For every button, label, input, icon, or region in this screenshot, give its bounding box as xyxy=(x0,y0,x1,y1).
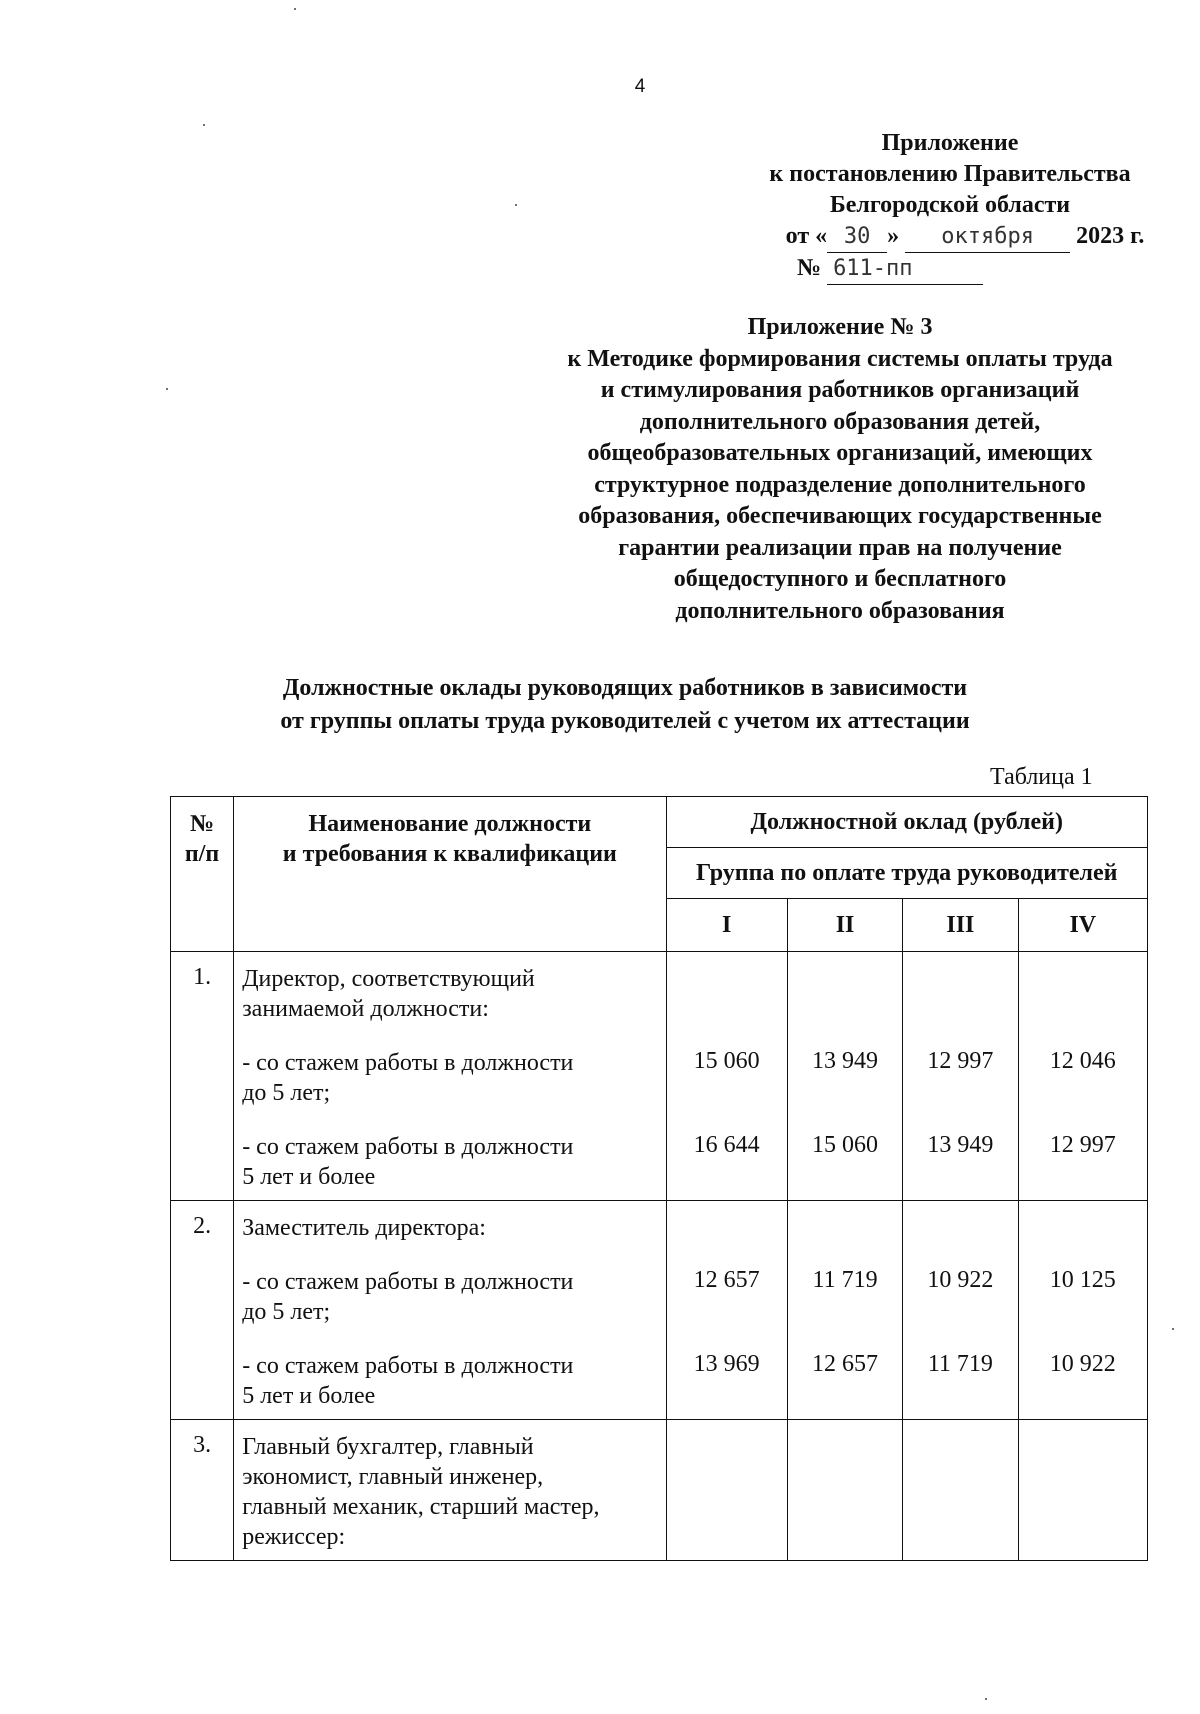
appendix-header xyxy=(690,128,1200,285)
salary-value: 12 657 xyxy=(693,1267,760,1293)
scan-speck xyxy=(203,124,205,126)
position-title-line: экономист, главный инженер, xyxy=(242,1464,544,1490)
date-year: 2023 г. xyxy=(1076,223,1145,249)
experience-line: - со стажем работы в должности xyxy=(242,1353,574,1379)
appendix-number-line xyxy=(690,253,1200,285)
scan-speck xyxy=(294,8,296,10)
salary-value: 11 719 xyxy=(927,1351,993,1377)
salary-cell xyxy=(787,1201,902,1420)
header-group-IV: IV xyxy=(1018,899,1147,952)
salary-cell xyxy=(666,952,787,1201)
row-position xyxy=(234,1201,666,1420)
salary-cell xyxy=(1018,1201,1147,1420)
header-name-line-2: и требования к квалификации xyxy=(282,841,617,867)
appendix-3-line: дополнительного образования детей, xyxy=(639,408,1041,435)
position-title-line: занимаемой должности: xyxy=(242,996,489,1022)
salary-value: 10 125 xyxy=(1049,1267,1116,1293)
appendix-3-line: образования, обеспечивающих государственные xyxy=(578,503,1102,529)
number-prefix: № xyxy=(796,255,822,281)
salary-cell xyxy=(1018,1420,1147,1561)
salary-value: 13 949 xyxy=(927,1132,994,1158)
salary-cell xyxy=(787,952,902,1201)
appendix-3-block xyxy=(530,312,1150,627)
header-number-line-2: п/п xyxy=(184,841,220,867)
salary-table xyxy=(170,796,1148,1561)
row-position xyxy=(234,1420,666,1561)
position-title-line: Директор, соответствующий xyxy=(242,966,535,992)
experience-line: - со стажем работы в должности xyxy=(242,1269,574,1295)
appendix-3-line: к Методике формирования системы оплаты труда xyxy=(567,345,1113,372)
salary-value: 12 997 xyxy=(1049,1132,1116,1158)
appendix-3-line: дополнительного образования xyxy=(675,597,1005,624)
salary-value: 13 949 xyxy=(812,1048,879,1074)
experience-line: 5 лет и более xyxy=(242,1164,376,1190)
header-position-name xyxy=(234,797,666,952)
table-row xyxy=(171,1201,1148,1420)
table-header-row xyxy=(171,797,1148,848)
position-title-line: Главный бухгалтер, главный xyxy=(242,1434,534,1460)
salary-value: 10 922 xyxy=(1049,1351,1116,1377)
salary-cell xyxy=(666,1420,787,1561)
appendix-line-3: Белгородской области xyxy=(829,192,1071,218)
scan-speck xyxy=(1172,1328,1174,1330)
date-month: октября xyxy=(905,221,1070,253)
salary-cell xyxy=(666,1201,787,1420)
position-title-line: режиссер: xyxy=(242,1524,346,1550)
scan-speck xyxy=(166,388,168,390)
date-day: 30 xyxy=(827,221,887,253)
table-label: Таблица 1 xyxy=(990,764,1093,790)
salary-value: 13 969 xyxy=(693,1351,760,1377)
row-number: 1. xyxy=(171,952,234,1201)
appendix-3-line: общеобразовательных организаций, имеющих xyxy=(587,440,1093,466)
appendix-3-line: и стимулирования работников организаций xyxy=(600,377,1080,403)
header-number xyxy=(171,797,234,952)
row-number: 3. xyxy=(171,1420,234,1561)
document-number: 611-пп xyxy=(827,253,983,285)
header-group-I: I xyxy=(666,899,787,952)
salary-cell xyxy=(903,1420,1018,1561)
date-prefix: от « xyxy=(785,223,828,249)
experience-line: до 5 лет; xyxy=(242,1299,331,1325)
salary-cell xyxy=(903,1201,1018,1420)
row-position xyxy=(234,952,666,1201)
experience-line: - со стажем работы в должности xyxy=(242,1134,574,1160)
salary-value: 12 997 xyxy=(927,1048,994,1074)
salary-value: 12 046 xyxy=(1049,1048,1116,1074)
header-group-II: II xyxy=(787,899,902,952)
appendix-3-line: структурное подразделение дополнительного xyxy=(594,471,1086,498)
heading-line-2: от группы оплаты труда руководителей с учетом их аттестации xyxy=(280,708,970,734)
heading-line-1: Должностные оклады руководящих работников в зависимости xyxy=(282,675,968,701)
experience-line: 5 лет и более xyxy=(242,1383,376,1409)
page-number: 4 xyxy=(634,76,646,97)
appendix-3-line: гарантии реализации прав на получение xyxy=(618,534,1062,561)
header-number-line-1: № xyxy=(190,811,215,837)
appendix-3-line: общедоступного и бесплатного xyxy=(673,566,1007,592)
appendix-date-line xyxy=(690,221,1200,253)
scan-speck xyxy=(985,1698,987,1700)
salary-cell xyxy=(903,952,1018,1201)
salary-value: 15 060 xyxy=(812,1132,879,1158)
position-title-line: Заместитель директора: xyxy=(242,1215,486,1241)
table-row xyxy=(171,952,1148,1201)
salary-cell xyxy=(1018,952,1147,1201)
document-heading xyxy=(220,672,1030,738)
appendix-3-title: Приложение № 3 xyxy=(747,314,933,340)
salary-value: 12 657 xyxy=(812,1351,879,1377)
appendix-line-2: к постановлению Правительства xyxy=(769,161,1131,187)
table-row xyxy=(171,1420,1148,1561)
experience-line: - со стажем работы в должности xyxy=(242,1050,574,1076)
date-mid: » xyxy=(887,223,900,249)
salary-value: 16 644 xyxy=(693,1132,760,1158)
header-group: Группа по оплате труда руководителей xyxy=(666,848,1148,899)
salary-cell xyxy=(787,1420,902,1561)
salary-value: 10 922 xyxy=(927,1267,994,1293)
salary-value: 15 060 xyxy=(693,1048,760,1074)
header-group-III: III xyxy=(903,899,1018,952)
row-number: 2. xyxy=(171,1201,234,1420)
position-title-line: главный механик, старший мастер, xyxy=(242,1494,600,1520)
experience-line: до 5 лет; xyxy=(242,1080,331,1106)
salary-value: 11 719 xyxy=(812,1267,878,1293)
appendix-title: Приложение xyxy=(881,130,1019,156)
header-salary: Должностной оклад (рублей) xyxy=(666,797,1148,848)
header-name-line-1: Наименование должности xyxy=(308,811,592,837)
scan-speck xyxy=(515,204,517,206)
